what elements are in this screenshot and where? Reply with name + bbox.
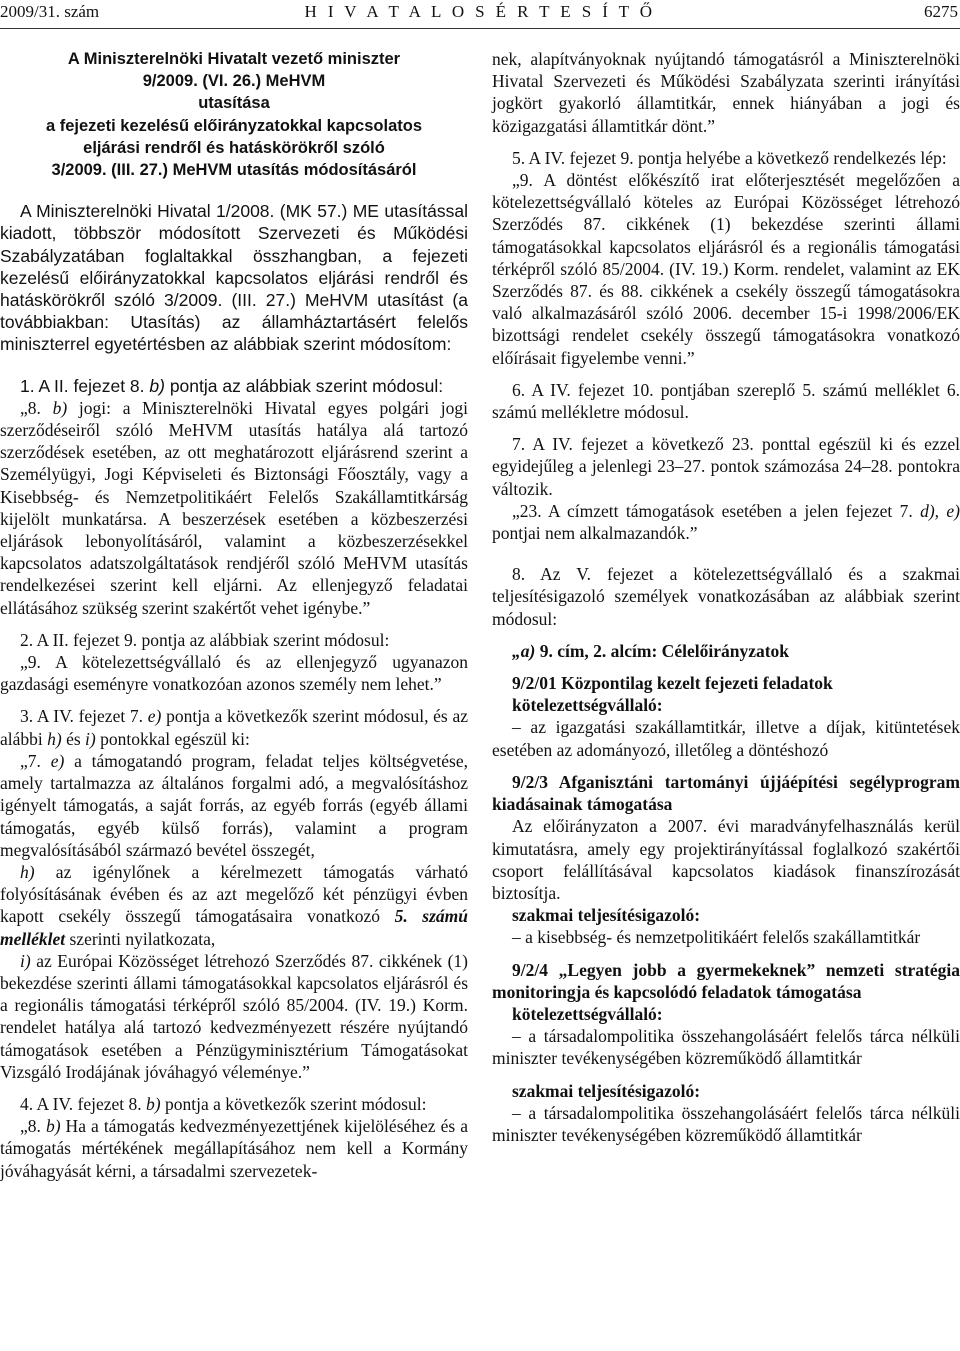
item-9-2-4-certifier: – a társadalompolitika összehangolásáért felelős tárca nélküli miniszter tevékenységében közreműködő államtitkár: [492, 1102, 960, 1145]
title-line-1: A Miniszterelnöki Hivatalt vezető miniszter: [67, 50, 401, 68]
amendment-5-text: „9. A döntést előkészítő irat előterjesztését megelőzően a kötelezettségvállaló köteles az Európai Közösséget létrehozó Szerződés 87. cikkének (1) bekezdése szerinti állami támogatásokkal kapcsolatos eljárásról és a regionális támogatási térképről szóló 85/2004. (IV. 19.) Korm. rendelet, valamint az EK Szerződés 87. és 88. cikkének a csekély összegű támogatásokra való alkalmazásáról szóló 2006. december 15-i 1998/2006/EK bizottsági rendelet csekély összegű támogatásokra vonatkozó előírásait figyelembe venni.”: [492, 170, 960, 368]
title-line-4: a fejezeti kezelésű előirányzatokkal kapcsolatos: [45, 116, 422, 135]
label-performance-certifier-1: szakmai teljesítésigazoló:: [512, 905, 701, 926]
amendment-1: 1. A II. fejezet 8. b) pontja az alábbiak szerint módosul:: [20, 375, 444, 396]
label-commitment-maker-2: kötelezettségvállaló:: [512, 1003, 663, 1024]
amendment-2: 2. A II. fejezet 9. pontja az alábbiak szerint módosul:: [20, 629, 390, 650]
title-line-3: utasítása: [198, 94, 270, 113]
amendment-6: 6. A IV. fejezet 10. pontjában szereplő 5. számú melléklet 6. számú mellékletre módosul.: [492, 379, 960, 423]
right-column: [492, 48, 960, 1146]
title-line-5: eljárási rendről és hatáskörökről szóló: [83, 138, 385, 157]
page-header: [0, 0, 960, 26]
item-9-2-3-certifier: – a kisebbség- és nemzetpolitikáért felelős szakállamtitkár: [512, 927, 921, 948]
amendment-5: 5. A IV. fejezet 9. pontja helyébe a következő rendelkezés lép:: [512, 147, 947, 168]
amendment-7: 7. A IV. fejezet a következő 23. ponttal egészül ki és ezzel egyidejűleg a jelenlegi 23–27. pontok számozása 24–28. pontokra változik.: [492, 434, 960, 499]
left-column: [0, 48, 468, 1182]
heading-9-2-4: 9/2/4 „Legyen jobb a gyermekeknek” nemzeti stratégia monitoringja és kapcsolódó feladatok támogatása: [492, 959, 960, 1002]
amendment-4-text: „8. b) Ha a támogatás kedvezményezettjének kijelöléséhez és a támogatás mértékének megállapításához nem kell a Kormány jóváhagyását kérni, a társadalmi szervezetek-: [0, 1116, 468, 1181]
heading-9-2-3: 9/2/3 Afganisztáni tartományi újjáépítési segélyprogram kiadásainak támogatása: [492, 771, 960, 815]
journal-title: H I V A T A L O S É R T E S Í T Ő: [304, 2, 656, 21]
heading-target-appropriations: „a) 9. cím, 2. alcím: Célelőirányzatok: [512, 640, 790, 661]
amendment-3: 3. A IV. fejezet 7. e) pontja a következők szerint módosul, és az alábbi h) és i) pontokkal egészül ki:: [0, 706, 468, 749]
amendment-8: 8. Az V. fejezet a kötelezettségvállaló és a szakmai teljesítésigazoló személyek vonatkozásában az alábbiak szerint módosul:: [492, 564, 960, 629]
label-commitment-maker-1: kötelezettségvállaló:: [512, 695, 663, 716]
item-9-2-3-text: Az előirányzaton a 2007. évi maradványfelhasználás kerül kimutatásra, amely egy projektirányítással foglalkozó szakértői csoport felállításával kapcsolatos kiadások finanszírozását biztosítja.: [492, 816, 960, 903]
header-rule: [0, 28, 960, 29]
title-line-2: 9/2009. (VI. 26.) MeHVM: [142, 72, 326, 91]
amendment-7-text: „23. A címzett támogatások esetében a jelen fejezet 7. d), e) pontjai nem alkalmazandók.”: [492, 500, 960, 544]
title-line-6: 3/2009. (III. 27.) MeHVM utasítás módosításáról: [51, 161, 417, 180]
amendment-4: 4. A IV. fejezet 8. b) pontja a következők szerint módosul:: [20, 1093, 427, 1114]
amendment-3-i: i) az Európai Közösséget létrehozó Szerződés 87. cikkének (1) bekezdése szerinti állami támogatásokkal kapcsolatos eljárásról és a regionális támogatási térképről szóló 85/2004. (IV. 19.) Korm. rendelet hatálya alá tartozó kedvezményezett részére nyújtandó támogatások esetében a Pénzügyminisztérium Támogatásokat Vizsgáló Irodájának jóváhagyó véleménye.”: [0, 950, 468, 1082]
item-9-2-4-commitment: – a társadalompolitika összehangolásáért felelős tárca nélküli miniszter tevékenységében közreműködő államtitkár: [492, 1026, 960, 1069]
continuation-paragraph: nek, alapítványoknak nyújtandó támogatásról a Miniszterelnöki Hivatal Szervezeti és Működési Szabályzata szerinti irányítási jogkört gyakorló államtitkár, ennek hiányában a jogi és közigazgatási államtitkár dönt.”: [492, 49, 960, 136]
item-9-2-01-text: – az igazgatási szakállamtitkár, illetve a díjak, kitüntetések esetében az adományozó, illetőleg a döntéshozó: [492, 717, 960, 760]
page-number: 6275: [924, 2, 958, 21]
amendment-2-text: „9. A kötelezettségvállaló és az ellenjegyző ugyanazon gazdasági eseményre vonatkozóan azonos személy nem lehet.”: [0, 652, 468, 695]
issue-number: 2009/31. szám: [0, 2, 100, 21]
heading-9-2-01: 9/2/01 Központilag kezelt fejezeti feladatok: [512, 673, 833, 694]
amendment-1-text: „8. b) jogi: a Miniszterelnöki Hivatal egyes polgári jogi szerződéseiről szóló MeHVM utasítás hatálya alá tartozó szerződések esetében, az ott meghatározott eljárásrend szerint a Személyügyi, Jogi Képviseleti és Biztonsági Főosztály, vagy a Kisebbség- és Nemzetpolitikáért Felelős Szakállamtitkárság kijelölt munkatársa. A beszerzések esetében a közbeszerzési eljárások lebonyolításáról, valamint a közbeszerzésekkel kapcsolatos adatszolgáltatások rendjéről szóló MeHVM utasítás rendelkezései szerint kell eljárni. Az ellenjegyző feladatai ellátásához szükség szerint szakértőt vehet igénybe.”: [0, 397, 468, 618]
amendment-3-h: h) az igénylőnek a kérelmezett támogatás várható folyósításának évében és az azt megelőző két pénzügyi évben kapott csekély összegű támogatásaira vonatkozó 5. számú melléklet szerinti nyilatkozata,: [0, 861, 468, 949]
intro-paragraph: A Miniszterelnöki Hivatal 1/2008. (MK 57.) ME utasítással kiadott, többször módosított Szervezeti és Működési Szabályzatában foglaltakkal összhangban, a fejezeti kezelésű előirányzatokkal kapcsolatos eljárási rendről és hatáskörökről szóló 3/2009. (III. 27.) MeHVM utasítást (a továbbiakban: Utasítás) az államháztartásért felelős miniszterrel egyetértésben az alábbiak szerint módosítom:: [0, 201, 468, 355]
label-performance-certifier-2: szakmai teljesítésigazoló:: [512, 1080, 701, 1101]
amendment-3-e: „7. e) a támogatandó program, feladat teljes költségvetése, amely tartalmazza az általános forgalmi adó, a megvalósításhoz igényelt támogatás, a saját forrás, az egyéb forrás (egyéb állami támogatás, egyéb külső forrás), valamint a program megvalósításából származó bevétel összegét,: [0, 750, 468, 860]
